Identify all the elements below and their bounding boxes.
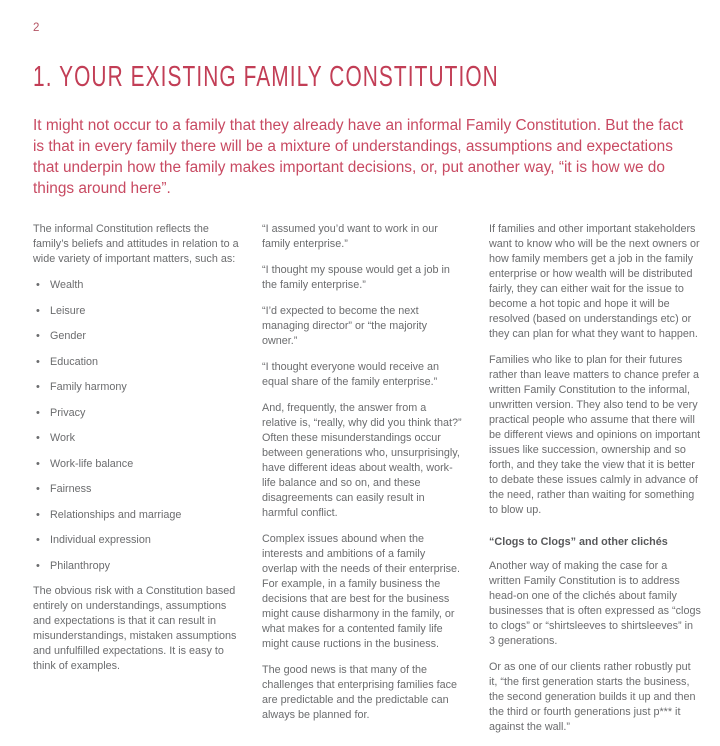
bullet-item: • Fairness xyxy=(33,482,241,497)
page-title: 1. YOUR EXISTING FAMILY CONSTITUTION xyxy=(33,61,499,93)
paragraph: Or as one of our clients rather robustly put it, “the first generation starts the business, the second generation builds it up and then the third or fourth generations just p*** it against the wall.” xyxy=(489,661,696,733)
bullet-item: • Individual expression xyxy=(33,533,241,548)
columns-container xyxy=(33,222,702,746)
column-left xyxy=(33,222,241,746)
page-number: 2 xyxy=(33,22,40,34)
bullet-item: • Leisure xyxy=(33,304,241,319)
paragraph: And, frequently, the answer from a relative is, “really, why did you think that?” Often these misunderstandings occur between generations who, unsurprisingly, have different ideas about wealth, work-life balance and so on, and these disagreements can easily result in harmful conflict. xyxy=(262,402,462,519)
bullet-item: • Philanthropy xyxy=(33,559,241,574)
paragraph: The good news is that many of the challenges that enterprising families face are predictable and the predictable can always be planned for. xyxy=(262,664,458,721)
section-subheading: “Clogs to Clogs” and other clichés xyxy=(489,536,668,548)
bullet-list xyxy=(33,278,241,574)
paragraph: “I assumed you’d want to work in our family enterprise.” xyxy=(262,223,438,250)
paragraph: “I thought everyone would receive an equal share of the family enterprise.” xyxy=(262,361,440,388)
paragraph: Complex issues abound when the interests and ambitions of a family overlap with the needs of their enterprise. For example, in a family business the decisions that are best for the business might cause disharmony in the family, or what makes for a contented family life might cause ructions in the business. xyxy=(262,533,461,650)
bullet-item: • Relationships and marriage xyxy=(33,508,241,523)
column-right xyxy=(489,222,702,746)
bullet-item: • Work xyxy=(33,431,241,446)
bullet-item: • Work-life balance xyxy=(33,457,241,472)
intro-paragraph: It might not occur to a family that they already have an informal Family Constitution. But the fact is that in every family there will be a mixture of understandings, assumptions and expectations that underpin how the family makes important decisions, or, put another way, “it is how we do things around here”. xyxy=(33,117,684,197)
paragraph: “I’d expected to become the next managing director” or “the majority owner.” xyxy=(262,305,428,347)
paragraph: Another way of making the case for a written Family Constitution is to address head-on one of the clichés about family businesses that is often expressed as “clogs to clogs” or “shirtsleeves to shirtsleeves” in 3 generations. xyxy=(489,560,701,647)
paragraph: Families who like to plan for their futures rather than leave matters to chance prefer a written Family Constitution to the informal, unwritten version. They also tend to be very practical people who assume that there will be different views and opinions on important issues like succession, ownership and so forth, and they take the view that it is better to debate these issues calmly in advance of the need, rather than waiting for something to blow up. xyxy=(489,354,701,516)
column-middle xyxy=(262,222,462,746)
bullet-item: • Family harmony xyxy=(33,380,241,395)
paragraph: The informal Constitution reflects the family’s beliefs and attitudes in relation to a wide variety of important matters, such as: xyxy=(33,223,239,265)
paragraph: The obvious risk with a Constitution based entirely on understandings, assumptions and expectations is that it can result in misunderstandings, mistaken assumptions and unfulfilled expectations. It is easy to think of examples. xyxy=(33,585,237,672)
paragraph: “I thought my spouse would get a job in the family enterprise.” xyxy=(262,264,450,291)
bullet-item: • Wealth xyxy=(33,278,241,293)
paragraph: If families and other important stakeholders want to know who will be the next owners or how family members get a job in the family enterprise or how wealth will be distributed fairly, they can either wait for the issue to become a hot topic and hope it will be resolved (based on understandings etc) or they can plan for what they want to happen. xyxy=(489,223,700,340)
bullet-item: • Education xyxy=(33,355,241,370)
bullet-item: • Privacy xyxy=(33,406,241,421)
bullet-item: • Gender xyxy=(33,329,241,344)
